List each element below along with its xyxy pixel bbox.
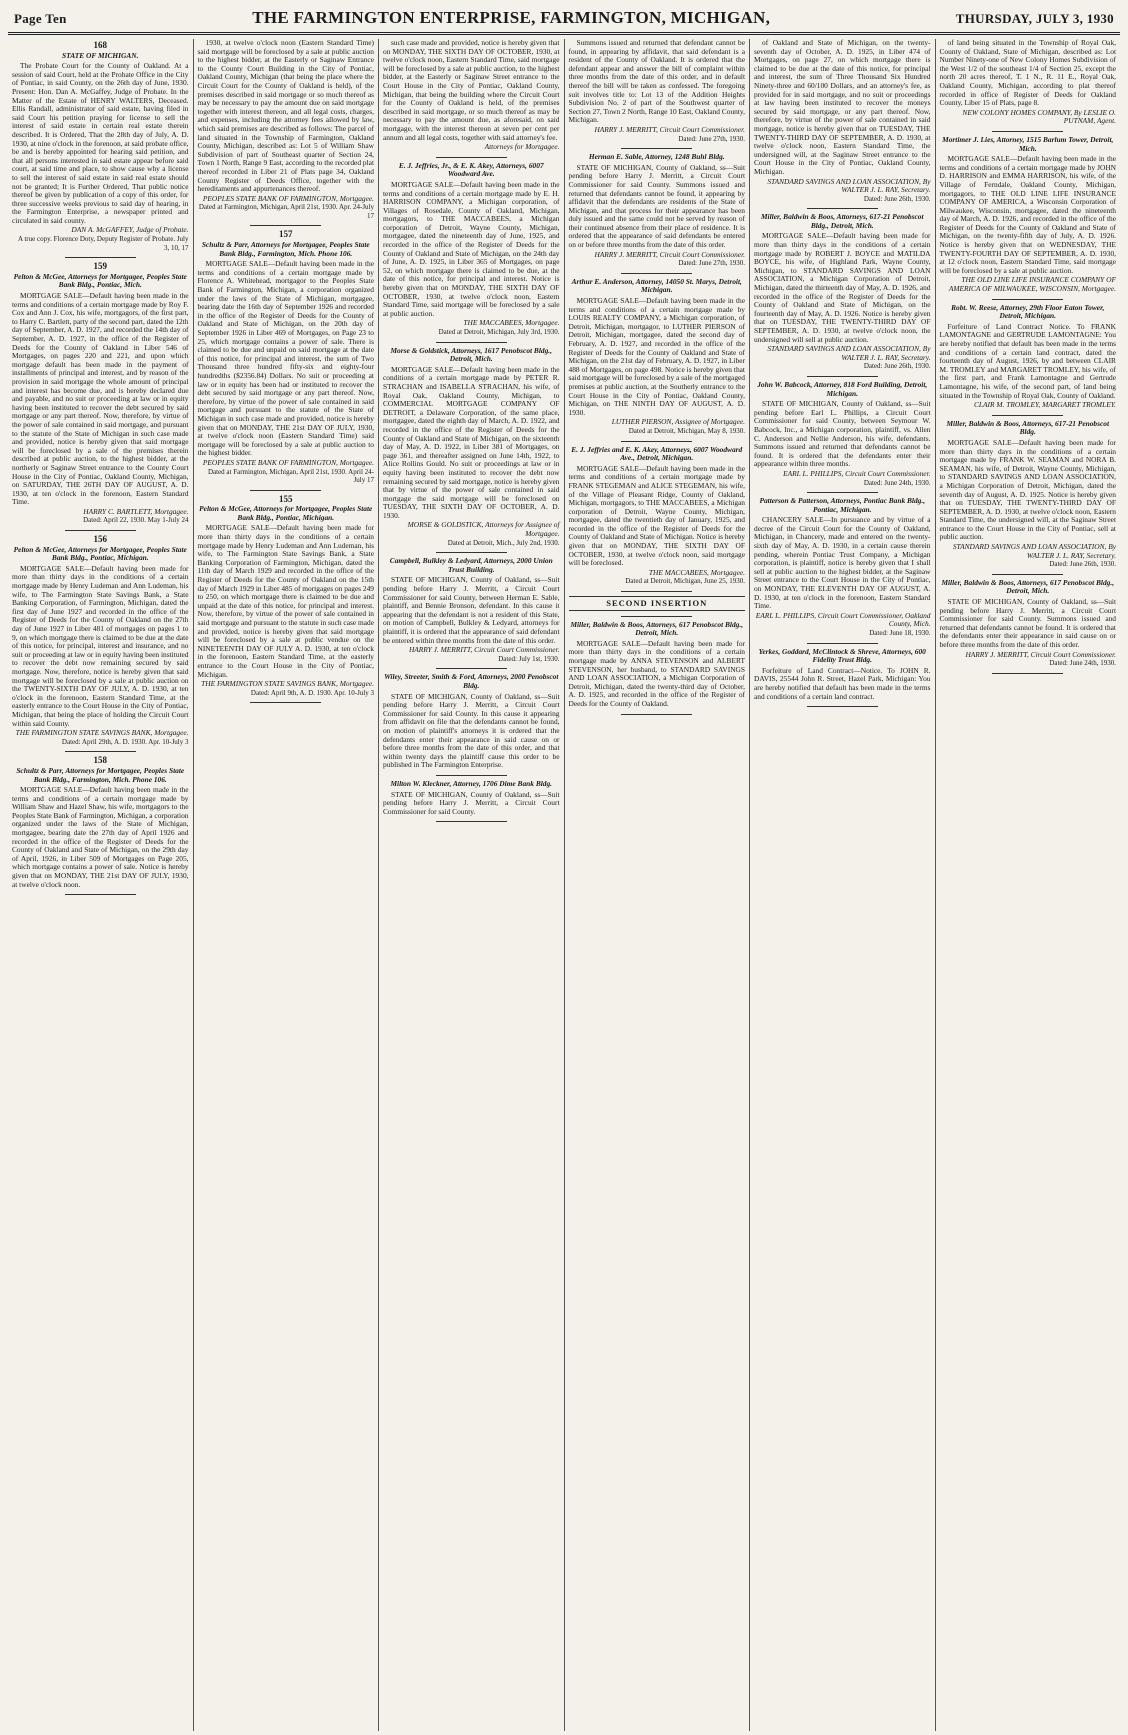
legal-notice xyxy=(940,420,1117,569)
notice-body: MORTGAGE SALE—Default having been made in the terms and conditions of a certain mortgage made by JOHN D. HARRISON and EMMA HARRISON, his wife, of the Village of Ferndale, Oakland County, Michigan, mortgagors, to THE OLD LINE LIFE INSURANCE COMPANY OF AMERICA, a Wisconsin Corporation of Milwaukee, Wisconsin, mortgagee, dated the nineteenth day of March, A. D. 1926, and recorded in the office of the Register of Deeds for the County of Oakland and State of Michigan, on the twenty-fifth day of July, A. D. 1926. Notice is hereby given that on WEDNESDAY, THE TWENTY-FOURTH DAY OF SEPTEMBER, A. D. 1930, at 12 o'clock noon, Eastern Standard Time, said mortgage will be foreclosed by a sale at public auction. xyxy=(939,154,1116,275)
notice-date: Dated at Detroit, Michigan, July 3rd, 1930. xyxy=(438,328,560,336)
legal-notice xyxy=(198,39,375,220)
column-3 xyxy=(379,39,565,1731)
divider xyxy=(621,273,692,274)
legal-notice xyxy=(754,213,931,371)
notice-heading: Robt. W. Reese, Attorney, 29th Floor Eaton Tower, Detroit, Michigan. xyxy=(951,302,1105,321)
notice-body: MORTGAGE SALE—Default having been made in the terms and conditions of a certain mortgage made by William Shaw and Hazel Shaw, his wife, mortgagors to the Peoples State Bank of Farmington, Michigan, a corporation organized under the laws of the State of Michigan, mortgagee, bearing date the 27th day of April 1926 and recorded in the office of the Register of Deeds for the County of Oakland and State of Michigan, on the 29th day of April, 1926, in Liber 509 of Mortgages on Page 205, which mortgage contains a power of sale. Notice is hereby given that on MONDAY, THE 21st DAY OF JULY, 1930, at twelve o'clock noon. xyxy=(12,785,189,889)
notice-body: Summons issued and returned that defendant cannot be found, in appearing by affidavit, that said defendant is a resident of the County of Oakland. It is ordered that the defendant appear and answer the bill of complaint within three months from the date of this order, and in default thereof the bill will be taken as confessed. The foregoing suit involves title to: Lot 13 of the Addition Heights Subdivision No. 2 of part of the Southwest quarter of Section 27, Town 2 North, Range 10 East, Oakland County, Michigan. xyxy=(568,39,745,125)
legal-notice xyxy=(754,381,931,487)
notice-heading: Miller, Baldwin & Boos, Attorneys, 617 Penobscot Bldg., Detroit, Mich. xyxy=(941,577,1115,596)
legal-notice xyxy=(754,648,931,702)
divider xyxy=(992,131,1063,132)
notice-heading: Patterson & Patterson, Attorneys, Pontiac Bank Bldg., Pontiac, Michigan. xyxy=(759,496,926,514)
column-4 xyxy=(565,39,751,1731)
notice-signature: Attorneys for Mortgagee. xyxy=(484,142,560,152)
legal-notice xyxy=(940,39,1117,126)
notice-heading: Campbell, Bulkley & Ledyard, Attorneys, 2000 Union Trust Building. xyxy=(389,556,553,574)
issue-date: THURSDAY, JULY 3, 1930 xyxy=(955,11,1114,26)
notice-signature: EARL L. PHILLIPS, Circuit Court Commissioner, Oakland County, Mich. xyxy=(755,610,931,629)
legal-notice xyxy=(754,497,931,638)
notice-number: 168 xyxy=(93,40,107,50)
notice-body: 1930, at twelve o'clock noon (Eastern Standard Time) said mortgage will be foreclosed by a sale at public auction to the highest bidder, at the Easterly or Saginaw Entrance to the County Court Building in the City of Pontiac, Oakland County, Michigan (that being the place where the Circuit Court for the County of Oakland is held), of the premises described in said mortgage or so much thereof as may be necessary to pay the amount due on said mortgage together with interest thereon, and all legal costs, charges, and expenses, including the attorney fees allowed by law, which said premises are described as follows: The parcel of land situated in the Township of Farmington, Oakland County, Michigan, described as: Lot 5 of William Shaw Subdivision of part of Southeast quarter of Section 24, Town 1 North, Range 9 East, according to the recorded plat thereof recorded in Liber 21 of Plats page 34, Oakland County Register of Deeds Office, together with the hereditaments and appurtenances thereof. xyxy=(197,39,374,194)
notice-number: 158 xyxy=(93,755,107,766)
notice-signature: EARL L. PHILLIPS, Circuit Court Commissioner. xyxy=(783,468,931,478)
notice-heading: Wiley, Streeter, Smith & Ford, Attorneys, 2000 Penobscot Bldg. xyxy=(384,672,559,690)
notice-date: Dated: June 27th, 1930. xyxy=(678,259,745,268)
legal-notice xyxy=(569,39,746,143)
divider xyxy=(65,894,136,895)
divider xyxy=(621,714,692,715)
notice-date: Dated: July 1st, 1930. xyxy=(498,654,560,663)
notice-body: MORTGAGE SALE—Default having been made in the terms and conditions of a certain mortgage made by FRANK STEGEMAN and ALICE STEGEMAN, his wife, of the Village of Pleasant Ridge, County of Oakland, Michigan, mortgagors, to THE MACCABEES, a Michigan corporation of Detroit, Wayne County, Michigan, mortgagee, dated the twentieth day of January, 1925, and recorded in the office of the Register of Deeds for the County of Oakland and State of Michigan. Notice is hereby given that on MONDAY, THE SIXTH DAY OF OCTOBER, 1930, at twelve o'clock noon, said mortgage will be foreclosed. xyxy=(568,463,745,568)
notice-heading: STATE OF MICHIGAN. xyxy=(62,50,139,60)
notice-signature: THE FARMINGTON STATE SAVINGS BANK, Mortgagee. xyxy=(201,679,374,689)
notice-date: Dated at Detroit, Michigan, June 25, 1930. xyxy=(625,577,745,586)
notice-date: A true copy. Florence Doty, Deputy Register of Probate. July 3, 10, 17 xyxy=(17,235,189,252)
notice-number: 156 xyxy=(93,534,107,545)
notice-heading: Yerkes, Goddard, McClintock & Shreve, Attorneys, 600 Fidelity Trust Bldg. xyxy=(758,646,926,665)
divider xyxy=(621,441,692,442)
notice-date: Dated: June 18, 1930. xyxy=(869,629,931,637)
notice-date: Dated at Farmington, Michigan, April 21st, 1930. April 24-July 17 xyxy=(207,467,374,485)
page-number: Page Ten xyxy=(14,11,67,26)
column-1 xyxy=(8,39,194,1731)
notice-signature: PEOPLES STATE BANK OF FARMINGTON, Mortgagee. xyxy=(202,193,374,203)
legal-notice xyxy=(940,136,1117,294)
notice-signature: THE OLD LINE LIFE INSURANCE COMPANY OF AMERICA OF MILWAUKEE, WISCONSIN, Mortgagee. xyxy=(948,275,1116,294)
column-6 xyxy=(936,39,1121,1731)
legal-notice xyxy=(940,304,1117,410)
divider xyxy=(621,616,692,617)
column-5 xyxy=(750,39,936,1731)
notice-signature: HARRY J. MERRITT, Circuit Court Commissioner. xyxy=(408,645,560,655)
legal-notice xyxy=(12,756,189,889)
notice-heading: E. J. Jeffries, Jr., & E. K. Akey, Attorneys, 6007 Woodward Ave. xyxy=(398,160,544,179)
notice-heading: Pelton & McGee, Attorneys for Mortgagee, Peoples State Bank Bldg., Pontiac, Michigan. xyxy=(13,544,187,563)
notice-body: STATE OF MICHIGAN, County of Oakland, ss—Suit pending before Earl L. Phillips, a Circuit Court Commissioner for said County, between Seymour W. Babcock, Inc., a Michigan corporation, plaintiff, vs. Allen C. Anderson and Nellie Anderson, his wife, defendants. Summons issued and returned that defendants cannot be found. It is ordered that the defendants enter their appearance within three months. xyxy=(754,399,931,469)
divider xyxy=(436,775,507,776)
legal-notice xyxy=(569,621,746,709)
notice-body: The Probate Court for the County of Oakland. At a session of said Court, held at the Probate Office in the City of Pontiac, in said County, on the 26th day of June, 1930. Present: Hon. Dan A. McGaffey, Judge of Probate. In the Matter of the Estate of HENRY WALTERS, Deceased. Ellis Randall, administrator of said estate, having filed in said Court his petition praying for license to sell the interest of said estate in certain real estate therein described. It is Ordered, That the 28th day of July, A. D. 1930, at nine o'clock in the forenoon, at said probate office, be and is hereby appointed for hearing said petition, and that all persons interested in said estate appear before said court, at said time and place, to show cause why a license to sell the interest of said estate in said real estate should not be granted; It is Further Ordered, That public notice thereof be given by publication of a copy of this order, for three successive weeks previous to said day of hearing, in the Farmington Enterprise, a newspaper printed and circulated in said county. xyxy=(12,61,189,225)
notice-heading: Morse & Goldstick, Attorneys, 1617 Penobscot Bldg., Detroit, Mich. xyxy=(390,345,552,364)
notice-signature: HARRY J. MERRITT, Circuit Court Commissioner. xyxy=(594,249,745,259)
notice-number: 155 xyxy=(279,493,293,504)
divider xyxy=(807,492,878,493)
divider xyxy=(65,257,136,258)
divider xyxy=(65,530,136,531)
legal-notice xyxy=(569,446,746,587)
section-heading: SECOND INSERTION xyxy=(569,596,746,611)
notice-body: MORTGAGE SALE—Default having been made in the terms and conditions of a certain mortgage made by LOUIS REALTY COMPANY, a Michigan corporation, of Detroit, Michigan, mortgagor, to LUTHER PIERSON of Detroit, Michigan, mortgagee, dated the second day of February, A. D. 1927, and recorded in the office of the Register of Deeds for the County of Oakland and State of Michigan, on the 21st day of February, A. D. 1927, in Liber 488 of Mortgages, on page 498. Notice is hereby given that said mortgage will be foreclosed by a sale of the mortgaged premises at public auction, at the Southerly entrance to the Court House in the City of Pontiac, Oakland County, Michigan, on THE NINTH DAY OF AUGUST, A. D. 1930. xyxy=(568,296,745,417)
notice-body: STATE OF MICHIGAN, County of Oakland, ss—Suit pending before Harry J. Merritt, a Circuit Court Commissioner for said County. In this cause it appearing from affidavit on file that the defendants cannot be found, on motion of plaintiff's attorneys it is ordered that the defendants enter their appearance in said cause on or before three months from the date of this order, and that within twenty days the plaintiff cause this order to be published in The Farmington Enterprise. xyxy=(383,691,560,770)
notice-signature: STANDARD SAVINGS AND LOAN ASSOCIATION, By WALTER J. L. RAY, Secretary. xyxy=(767,344,931,362)
notice-heading: Miller, Baldwin & Boos, Attorneys, 617 Penobscot Bldg., Detroit, Mich. xyxy=(570,619,744,638)
divider xyxy=(436,821,507,822)
legal-notice xyxy=(569,278,746,436)
notice-signature: DAN A. McGAFFEY, Judge of Probate. xyxy=(71,225,189,235)
notice-signature: HARRY J. MERRITT, Circuit Court Commissioner. xyxy=(594,124,745,134)
notice-date: Dated: June 24th, 1930. xyxy=(1049,659,1116,668)
notice-signature: STANDARD SAVINGS AND LOAN ASSOCIATION, By WALTER J. L. RAY, Secretary. xyxy=(952,542,1116,560)
columns xyxy=(8,39,1120,1731)
notice-heading: Miller, Baldwin & Boos, Attorneys, 617-21 Penobscot Bldg. xyxy=(946,418,1110,437)
notice-signature: CLAIR M. TROMLEY, MARGARET TROMLEY. xyxy=(973,400,1116,410)
notice-signature: HARRY C. BARTLETT, Mortgagee. xyxy=(83,506,189,516)
divider xyxy=(436,342,507,343)
divider xyxy=(807,643,878,644)
notice-signature: THE MACCABEES, Mortgagee. xyxy=(648,567,745,577)
divider xyxy=(992,415,1063,416)
legal-notice xyxy=(383,780,560,816)
notice-body: MORTGAGE SALE—Default having been made for more than thirty days in the conditions of a certain mortgage made by Henry Ludeman and Ann Ludeman, his wife, to The Farmington State Savings Bank, a State Banking Corporation of Farmington, Michigan, dated the 11th day of March 1929 and recorded in the office of the Register of Deeds for the County of Oakland on the 15th day of March 1929 in Liber 485 of mortgages on pages 249 to 250, on which mortgage there is claimed to be due and unpaid at the date of this notice, for principal and interest. Now, therefore, by virtue of the power of sale contained in said mortgage and pursuant to the statute in such case made and provided, notice is hereby given that said mortgage will be foreclosed by a sale at public vendue on the NINETEENTH DAY OF JULY A. D. 1930, at ten o'clock in the forenoon, Eastern Standard Time, at the easterly entrance to the Court House in the City of Pontiac, Michigan. xyxy=(197,523,375,679)
notice-heading: Pelton & McGee, Attorneys for Mortgagee, Peoples State Bank Bldg., Pontiac, Mich. xyxy=(13,271,187,290)
notice-date: Dated: June 26th, 1930. xyxy=(863,194,931,203)
divider xyxy=(250,225,321,226)
notice-signature: MORSE & GOLDSTICK, Attorneys for Assignee of Mortgagee. xyxy=(407,520,560,539)
notice-body: STATE OF MICHIGAN, County of Oakland, ss—Suit pending before Harry J. Merritt, a Circuit Court Commissioner for said County, between Herman E. Sable, plaintiff, and Bennie Bronson, defendant. In this cause it appearing that the defendant is not a resident of this State, on motion of Campbell, Bulkley & Ledyard, attorneys for plaintiff, it is ordered that the appearance of said defendant be entered within three months from the date of this order. xyxy=(383,575,560,645)
legal-notice xyxy=(12,535,189,746)
notice-signature: HARRY J. MERRITT, Circuit Court Commissioner. xyxy=(965,649,1116,659)
notice-body: Forfeiture of Land Contract—Notice. To JOHN R. DAVIS, 25544 John R. Street, Hazel Park, Michigan: You are hereby notified that default has been made in the terms and conditions of a certain land contract. xyxy=(754,665,931,701)
divider xyxy=(436,668,507,669)
divider xyxy=(992,673,1063,674)
notice-date: Dated: April 22, 1930. May 1-July 24 xyxy=(83,516,189,525)
column-2 xyxy=(194,39,380,1731)
notice-heading: Schultz & Parr, Attorneys for Mortgagee, Peoples State Bank Bldg., Farmington, Mich. Phone 106. xyxy=(201,240,370,258)
legal-notice xyxy=(198,230,375,484)
notice-body: MORTGAGE SALE—Default having been made in the conditions of a certain mortgage made by PETER R. STRACHAN and ISABELLA STRACHAN, his wife, of Royal Oak, Oakland County, Michigan, to COMMERCIAL MORTGAGE COMPANY OF DETROIT, a Delaware Corporation, of the same place, mortgagee, dated the eighth day of March, A. D. 1922, and recorded in the office of the Register of Deeds for the County of Oakland and State of Michigan, on the sixteenth day of May, A. D. 1922, in Liber 381 of Mortgages, on page 361, and thereafter assigned on June 14th, 1922, to Alice Rollins Gould. No suit or proceedings at law or in equity having been instituted to recover the debt now remaining secured by said mortgage, notice is hereby given that by virtue of the power of sale contained in said mortgage the said mortgage will be foreclosed on TUESDAY, THE SIXTH DAY OF OCTOBER, A. D. 1930. xyxy=(383,364,560,520)
divider xyxy=(992,299,1063,300)
notice-body: STATE OF MICHIGAN, County of Oakland, ss—Suit pending before Harry J. Merritt, a Circuit Court Commissioner for said County. Summons issued and returned that defendants cannot be found. It is ordered that the defendants enter their appearance in said cause on or before three months from the date of this order. xyxy=(939,597,1116,649)
divider xyxy=(992,574,1063,575)
notice-date: Dated: June 24th, 1930. xyxy=(863,478,931,487)
notice-body: of Oakland and State of Michigan, on the twenty-seventh day of October, A. D. 1925, in Liber 474 of Mortgages, on page 27, on which mortgage there is claimed to be due at the date of this notice, for principal and interest, the sum of Three Thousand Six Hundred Ninety-three and 60/100 Dollars, and an attorney's fee, as provided for in said mortgage, and no suit or proceedings at law having been instituted to recover the moneys secured by said mortgage, or any part thereof. Now, therefore, by virtue of the power of sale contained in said mortgage, notice is hereby given that on TUESDAY, THE TWENTY-THIRD DAY OF SEPTEMBER, A. D. 1930, at twelve o'clock noon, Eastern Standard Time, the undersigned will, at the Saginaw Street entrance to the Court House in the City of Pontiac, Oakland County, Michigan. xyxy=(754,39,931,176)
divider xyxy=(621,148,692,149)
notice-date: Dated at Farmington, Michigan, April 21st, 1930. Apr. 24-July 17 xyxy=(198,203,374,220)
legal-notice xyxy=(383,162,560,337)
notice-number: 159 xyxy=(93,261,107,272)
notice-heading: John W. Babcock, Attorney, 818 Ford Building, Detroit, Michigan. xyxy=(757,379,928,398)
notice-body: MORTGAGE SALE—Default having been made in the terms and conditions of a certain mortgage made by Florence A. Whitehead, mortgagor to the Peoples State Bank of Farmington, Michigan, a corporation organized under the laws of the State of Michigan, mortgagee, bearing date the 16th day of September 1926 and recorded in the office of the Register of Deeds for the County of Oakland and State of Michigan, on the 20th day of September 1926 in Liber 469 of Mortgages, on Page 23 to 25, which mortgage contains a power of sale. There is claimed to be due and unpaid on said mortgage at the date of this notice, for principal and interest, the sum of Two Thousand three hundred fifty-six and eighty-four hundredths ($2356.84) Dollars. No suit or proceeding at law or in equity has been had or instituted to recover the debt secured by said mortgage or any part thereof. Now, therefore, by virtue of the power of sale contained in said mortgage and pursuant to the statute of the State of Michigan in such case made and provided, notice is hereby given that on MONDAY, THE 21st DAY OF JULY, 1930, at twelve o'clock noon (Eastern Standard Time) said mortgage will be foreclosed by a sale at public auction to the highest bidder. xyxy=(197,259,374,458)
divider xyxy=(250,490,321,491)
divider xyxy=(621,591,692,592)
notice-heading: Arthur E. Anderson, Attorney, 14050 St. Marys, Detroit, Michigan. xyxy=(571,276,742,295)
notice-heading: Herman E. Sable, Attorney, 1248 Buhl Bldg. xyxy=(588,152,725,162)
legal-notice xyxy=(569,153,746,268)
notice-body: STATE OF MICHIGAN, County of Oakland, ss—Suit pending before Harry J. Merritt, a Circuit Court Commissioner for said County. xyxy=(383,789,560,816)
notice-body: MORTGAGE SALE—Default having been made for more than thirty days in the conditions of a certain mortgage made by Henry Ludeman and Ann Ludeman, his wife, to The Farmington State Savings Bank, a State Banking Corporation, of Farmington, Michigan, dated the first day of June 1927 and recorded in the office of the Register of Deeds for the County of Oakland on the 27th day of June 1927 in Liber 481 of mortgages on pages 1 to 9, on which mortgage there is claimed to be due at the date of this notice, for principal, interest and insurance, and no suit or proceeding at law or in equity having been instituted to recover the debt now remaining secured by said mortgage. Now, therefore, notice is hereby given that said mortgage will be foreclosed by a sale at public auction on the TWENTY-SIXTH DAY OF JULY, A. D. 1930, at ten o'clock in the forenoon, Eastern Standard Time, at the easterly entrance to the Court House in the City of Pontiac, Michigan, that being the place of holding the Circuit Court within said County. xyxy=(12,563,189,728)
notice-signature: PEOPLES STATE BANK OF FARMINGTON, Mortgagee. xyxy=(202,457,374,467)
divider xyxy=(65,751,136,752)
newspaper-title: THE FARMINGTON ENTERPRISE, FARMINGTON, MICHIGAN, xyxy=(252,8,771,27)
notice-body: MORTGAGE SALE—Default having been made for more than thirty days in the conditions of a certain mortgage made by ANNA STEVENSON and ALBERT STEVENSON, her husband, to STANDARD SAVINGS AND LOAN ASSOCIATION, a Michigan Corporation of Detroit, Michigan, dated the twenty-third day of October, A. D. 1925, and recorded in the office of the Register of Deeds for the County of Oakland. xyxy=(568,638,745,708)
notice-signature: STANDARD SAVINGS AND LOAN ASSOCIATION, By WALTER J. L. RAY, Secretary. xyxy=(767,176,931,195)
divider xyxy=(807,208,878,209)
notice-body: MORTGAGE SALE—Default having been made for more than thirty days in the conditions of a certain mortgage made by ROBERT J. BOYCE and MATILDA BOYCE, his wife, of Highland Park, Wayne County, Michigan, to STANDARD SAVINGS AND LOAN ASSOCIATION, a Michigan Corporation of Detroit, Michigan, dated the thirteenth day of May, A. D. 1926, and recorded in the office of the Register of Deeds for the County of Oakland and State of Michigan, on the fourteenth day of May, A. D. 1926. Notice is hereby given that on TUESDAY, THE TWENTY-THIRD DAY OF SEPTEMBER, A. D. 1930, at twelve o'clock noon, the undersigned will sell at public auction. xyxy=(754,231,931,344)
notice-date: Dated at Detroit, Mich., July 2nd, 1930. xyxy=(447,538,560,547)
legal-notice xyxy=(754,39,931,203)
legal-notice xyxy=(12,262,189,525)
legal-notice xyxy=(569,596,746,611)
notice-signature: THE FARMINGTON STATE SAVINGS BANK, Mortgagee. xyxy=(15,728,189,738)
notice-heading: Mortimer J. Lies, Attorney, 1515 Barlum Tower, Detroit, Mich. xyxy=(942,134,1114,153)
notice-body: MORTGAGE SALE—Default having been made in the terms and conditions of a certain mortgage made by E. H. HARRISON COMPANY, a Michigan corporation, of Villages of Rosedale, County of Oakland, Michigan, mortgagors, to THE MACCABEES, a Michigan corporation of Detroit, Wayne County, Michigan, mortgagee, dated the nineteenth day of June, 1925, and recorded in the office of the Register of Deeds for the County of Oakland and State of Michigan, on the 24th day of June, A. D. 1925, in Liber 365 of Mortgages, on page 52, on which mortgage there is claimed to be due, at the date of this notice, for principal and interest. Notice is hereby given that on MONDAY, THE SIXTH DAY OF OCTOBER, 1930, at twelve o'clock noon, Eastern Standard Time, said mortgage will be foreclosed by a sale at public auction. xyxy=(383,179,560,318)
notice-date: Dated: June 26th, 1930. xyxy=(1049,560,1116,569)
legal-notice xyxy=(12,41,189,252)
notice-number: 157 xyxy=(279,229,293,240)
divider xyxy=(436,552,507,553)
notice-signature: THE MACCABEES, Mortgagee. xyxy=(463,318,560,328)
notice-body: Forfeiture of Land Contract Notice. To FRANK LAMONTAGNE and GERTRUDE LAMONTAGNE: You are hereby notified that default has been made in the terms and conditions of a certain land contract, dated the fourteenth day of August, 1926, by and between CLAIR M. TROMLEY and MARGARET TROMLEY, his wife, of the first part, and Frank Lamontagne and Gertrude Lamontagne, his wife, of the second part, of land being situated in the Township of Royal Oak, County of Oakland. xyxy=(939,321,1116,400)
notice-heading: Miller, Baldwin & Boos, Attorneys, 617-21 Penobscot Bldg., Detroit, Mich. xyxy=(760,212,924,230)
notice-body: MORTGAGE SALE—Default having been made in the terms and conditions of a certain mortgage made by Roy F. Cox and Ann J. Cox, his wife, mortgagors, of the first part, to Harry C. Bartlett, party of the second part, dated the 12th day of September, A. D. 1927, and recorded the 14th day of September, A. D. 1927, in the office of the Register of Deeds for the County of Oakland in Liber 546 of Mortgages, on pages 220 and 221, and upon which mortgage default has been made in the payment of installments of principal and interest, and by reason of the provision in said mortgage the whole amount of principal and interest has become due, and is hereby declared due and payable, and no suit or proceeding at law or in equity having been instituted to recover the debt secured by said mortgage or any part thereof. Now, therefore, by virtue of the power of sale contained in said mortgage, and pursuant to the statute of the State of Michigan in such case made and provided, notice is hereby given that said mortgage will be foreclosed by a sale of the premises therein described at public auction, to the highest bidder, at the northerly or Saginaw Street entrance to the County Court House in the City of Pontiac, Oakland County, Michigan, on SATURDAY, THE 26TH DAY OF AUGUST, A. D. 1930, at ten o'clock in the forenoon, Eastern Standard Time. xyxy=(12,291,189,507)
notice-heading: E. J. Jeffries and E. K. Akey, Attorneys, 6007 Woodward Ave., Detroit, Michigan. xyxy=(571,444,743,463)
notice-signature: LUTHER PIERSON, Assignee of Mortgagee. xyxy=(611,417,745,427)
notice-body: such case made and provided, notice is hereby given that on MONDAY, THE SIXTH DAY OF OCTOBER, 1930, at twelve o'clock noon, Eastern Standard Time, said mortgage will be foreclosed by a sale at public auction, to the highest bidder, at the Easterly or Saginaw Street entrance to the Court House in the City of Pontiac, Oakland County, Michigan, that being the building where the Circuit Court for the County of Oakland is held, of the premises described in said mortgage, or so much thereof as may be necessary to pay the amount due, as aforesaid, on said mortgage, with the interest thereon at seven per cent per annum and all legal costs, together with said attorney's fee. xyxy=(383,39,560,142)
legal-notice xyxy=(383,673,560,770)
notice-date: Dated: June 27th, 1930. xyxy=(678,134,745,143)
legal-notice xyxy=(383,557,560,663)
notice-heading: Milton W. Kleckner, Attorney, 1706 Dime Bank Bldg. xyxy=(390,778,553,788)
legal-notice xyxy=(383,39,560,152)
notice-signature: NEW COLONY HOMES COMPANY, By LESLIE O. PUTNAM, Agent. xyxy=(962,107,1116,126)
notice-date: Dated at Detroit, Michigan, May 8, 1930. xyxy=(628,426,745,435)
notice-heading: Schultz & Parr, Attorneys for Mortgagee, Peoples State Bank Bldg., Farmington, Mich. Phone 106. xyxy=(16,765,185,784)
legal-notice xyxy=(940,579,1117,668)
notice-body: STATE OF MICHIGAN, County of Oakland, ss—Suit pending before Harry J. Merritt, a Circuit Court Commissioner for said County. Summons issued and returned that defendants cannot be found, it appearing by affidavit that the defendants are residents of the State of Michigan, and that process for their appearance has been duly issued and the same could not be served by reason of their continued absence from their place of residence. It is ordered that the appearance of said defendants be entered on or before three months from the date of this order. xyxy=(568,162,745,250)
notice-body: MORTGAGE SALE—Default having been made for more than thirty days in the conditions of a certain mortgage made by FRANK W. SEAMAN and NORA B. SEAMAN, his wife, of Detroit, Wayne County, Michigan, to STANDARD SAVINGS AND LOAN ASSOCIATION, a Michigan Corporation of Detroit, Michigan, dated the seventh day of August, A. D. 1925. Notice is hereby given that on TUESDAY, THE TWENTY-THIRD DAY OF SEPTEMBER, A. D. 1930, at twelve o'clock noon, Eastern Standard Time, the undersigned will, at the Saginaw Street entrance to the Court House in the City of Pontiac, sell at public auction. xyxy=(939,437,1116,542)
notice-date: Dated: April 29th, A. D. 1930. Apr. 10-July 3 xyxy=(61,737,189,746)
divider xyxy=(436,157,507,158)
divider xyxy=(807,706,878,707)
legal-notice xyxy=(198,495,375,698)
notice-date: Dated: April 9th, A. D. 1930. Apr. 10-July 3 xyxy=(250,688,374,697)
notice-date: Dated: June 26th, 1930. xyxy=(863,362,931,371)
divider xyxy=(807,376,878,377)
notice-heading: Pelton & McGee, Attorneys for Mortgagee, Peoples State Bank Bldg., Pontiac, Michigan. xyxy=(199,504,373,522)
legal-notice xyxy=(383,347,560,548)
masthead xyxy=(8,6,1120,35)
notice-body: of land being situated in the Township of Royal Oak, County of Oakland, State of Michigan, described as: Lot Number Ninety-one of New Colony Homes Subdivision of the West 1/2 of the southeast 1/4 of Section 25, except the north 20 acres thereof, T. 1 N., R. 11 E., Royal Oak, Oakland County, Michigan, according to plat thereof recorded in office of Register of Deeds for Oakland County, Liber 15 of Plats, page 8. xyxy=(939,39,1116,108)
notice-body: CHANCERY SALE—In pursuance and by virtue of a decree of the Circuit Court for the County of Oakland, Michigan, in Chancery, made and entered on the twenty-sixth day of May, A. D. 1930, in a certain cause therein pending, wherein Pontiac Trust Company, a Michigan corporation, is plaintiff, notice is hereby given that I shall sell at public auction to the highest bidder, at the Saginaw Street entrance to the Court House in the City of Pontiac, on MONDAY, THE ELEVENTH DAY OF AUGUST, A. D. 1930, at ten o'clock in the forenoon, Eastern Standard Time. xyxy=(754,515,931,611)
divider xyxy=(250,702,321,703)
